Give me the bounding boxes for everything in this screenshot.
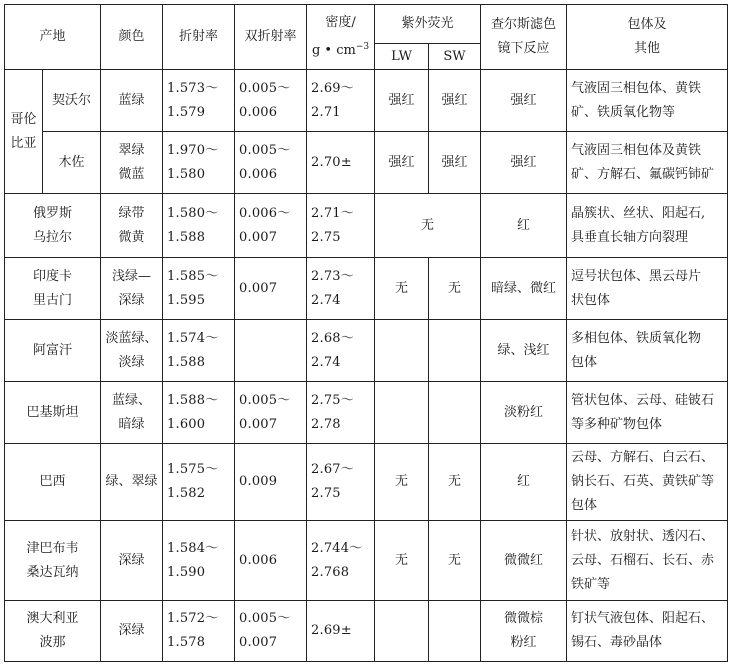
- density-cell: 2.73～ 2.74: [307, 258, 375, 320]
- header-inclusions: 包体及 其他: [567, 5, 728, 70]
- color-cell: 蓝绿: [101, 70, 163, 132]
- refractive-index-cell: 1.575～ 1.582: [163, 444, 235, 521]
- birefringence-cell: 0.005～ 0.006: [235, 132, 307, 194]
- uv-sw-cell: [429, 601, 481, 662]
- origin-cell: 俄罗斯 乌拉尔: [5, 194, 101, 258]
- origin-cell: 印度卡 里古门: [5, 258, 101, 320]
- density-cell: 2.68～ 2.74: [307, 320, 375, 382]
- density-cell: 2.75～ 2.78: [307, 382, 375, 444]
- table-row: [5, 444, 728, 521]
- header-lw: LW: [375, 44, 429, 70]
- birefringence-cell: 0.007: [235, 258, 307, 320]
- uv-lw-cell: [375, 382, 429, 444]
- chelsea-filter-cell: 淡粉红: [481, 382, 567, 444]
- uv-sw-cell: [429, 382, 481, 444]
- origin-cell: 契沃尔: [43, 70, 101, 132]
- inclusions-cell: 钉状气液包体、阳起石、 锡石、毒砂晶体: [567, 601, 728, 662]
- inclusions-cell: 气液固三相包体及黄铁 矿、方解石、氟碳钙铈矿: [567, 132, 728, 194]
- chelsea-filter-cell: 红: [481, 444, 567, 521]
- birefringence-cell: 0.005～ 0.007: [235, 601, 307, 662]
- uv-sw-cell: 强红: [429, 70, 481, 132]
- header-density: 密度/ g • $cm^{-3}$: [307, 5, 375, 70]
- color-cell: 浅绿— 深绿: [101, 258, 163, 320]
- uv-lw-cell: 无: [375, 521, 429, 601]
- birefringence-cell: 0.006: [235, 521, 307, 601]
- color-cell: 绿带 微黄: [101, 194, 163, 258]
- uv-lw-cell: [375, 320, 429, 382]
- table-row: [5, 132, 728, 194]
- color-cell: 蓝绿、 暗绿: [101, 382, 163, 444]
- birefringence-cell: 0.006～ 0.007: [235, 194, 307, 258]
- header-sw: SW: [429, 44, 481, 70]
- uv-sw-cell: 无: [429, 521, 481, 601]
- header-color: 颜色: [101, 5, 163, 70]
- table-row: [5, 70, 728, 132]
- header-chelsea-filter: 查尔斯滤色 镜下反应: [481, 5, 567, 70]
- density-cell: 2.69～ 2.71: [307, 70, 375, 132]
- table-row: [5, 194, 728, 258]
- refractive-index-cell: 1.572～ 1.578: [163, 601, 235, 662]
- header-uv-fluorescence: 紫外荧光: [375, 5, 481, 44]
- uv-lw-cell: 无: [375, 258, 429, 320]
- chelsea-filter-cell: 暗绿、微红: [481, 258, 567, 320]
- origin-cell: 巴西: [5, 444, 101, 521]
- uv-fluorescence-cell: 无: [375, 194, 481, 258]
- uv-lw-cell: 强红: [375, 70, 429, 132]
- inclusions-cell: 针状、放射状、透闪石、 云母、石榴石、长石、赤 铁矿等: [567, 521, 728, 601]
- chelsea-filter-cell: 绿、浅红: [481, 320, 567, 382]
- origin-cell: 巴基斯坦: [5, 382, 101, 444]
- table-row: [5, 382, 728, 444]
- header-origin: 产地: [5, 5, 101, 70]
- inclusions-cell: 管状包体、云母、硅铍石 等多种矿物包体: [567, 382, 728, 444]
- birefringence-cell: [235, 320, 307, 382]
- origin-country-colombia: 哥伦 比亚: [5, 70, 43, 194]
- emerald-origin-table: [4, 4, 728, 662]
- refractive-index-cell: 1.588～ 1.600: [163, 382, 235, 444]
- table-row: [5, 320, 728, 382]
- table-row: [5, 601, 728, 662]
- density-cell: 2.69±: [307, 601, 375, 662]
- origin-cell: 木佐: [43, 132, 101, 194]
- color-cell: 翠绿 微蓝: [101, 132, 163, 194]
- refractive-index-cell: 1.574～ 1.588: [163, 320, 235, 382]
- chelsea-filter-cell: 强红: [481, 70, 567, 132]
- uv-lw-cell: 无: [375, 444, 429, 521]
- table-row: [5, 258, 728, 320]
- inclusions-cell: 晶簇状、丝状、阳起石, 具垂直长轴方向裂理: [567, 194, 728, 258]
- uv-sw-cell: 强红: [429, 132, 481, 194]
- density-cell: 2.70±: [307, 132, 375, 194]
- chelsea-filter-cell: 微微红: [481, 521, 567, 601]
- color-cell: 绿、翠绿: [101, 444, 163, 521]
- density-cell: 2.71～ 2.75: [307, 194, 375, 258]
- uv-sw-cell: 无: [429, 444, 481, 521]
- inclusions-cell: 气液固三相包体、黄铁 矿、铁质氧化物等: [567, 70, 728, 132]
- refractive-index-cell: 1.970～ 1.580: [163, 132, 235, 194]
- table-row: [5, 521, 728, 601]
- uv-lw-cell: 强红: [375, 132, 429, 194]
- refractive-index-cell: 1.580～ 1.588: [163, 194, 235, 258]
- density-cell: 2.744～ 2.768: [307, 521, 375, 601]
- chelsea-filter-cell: 红: [481, 194, 567, 258]
- inclusions-cell: 多相包体、铁质氧化物 包体: [567, 320, 728, 382]
- origin-cell: 阿富汗: [5, 320, 101, 382]
- color-cell: 深绿: [101, 601, 163, 662]
- refractive-index-cell: 1.584～ 1.590: [163, 521, 235, 601]
- refractive-index-cell: 1.585～ 1.595: [163, 258, 235, 320]
- color-cell: 淡蓝绿、 淡绿: [101, 320, 163, 382]
- birefringence-cell: 0.005～ 0.007: [235, 382, 307, 444]
- density-cell: 2.67～ 2.75: [307, 444, 375, 521]
- inclusions-cell: 云母、方解石、白云石、 钠长石、石英、黄铁矿等 包体: [567, 444, 728, 521]
- header-birefringence: 双折射率: [235, 5, 307, 70]
- color-cell: 深绿: [101, 521, 163, 601]
- chelsea-filter-cell: 强红: [481, 132, 567, 194]
- origin-cell: 澳大利亚 波那: [5, 601, 101, 662]
- uv-sw-cell: 无: [429, 258, 481, 320]
- inclusions-cell: 逗号状包体、黑云母片 状包体: [567, 258, 728, 320]
- origin-cell: 津巴布韦 桑达瓦纳: [5, 521, 101, 601]
- uv-sw-cell: [429, 320, 481, 382]
- birefringence-cell: 0.009: [235, 444, 307, 521]
- header-refractive-index: 折射率: [163, 5, 235, 70]
- chelsea-filter-cell: 微微棕 粉红: [481, 601, 567, 662]
- birefringence-cell: 0.005～ 0.006: [235, 70, 307, 132]
- refractive-index-cell: 1.573～ 1.579: [163, 70, 235, 132]
- uv-lw-cell: [375, 601, 429, 662]
